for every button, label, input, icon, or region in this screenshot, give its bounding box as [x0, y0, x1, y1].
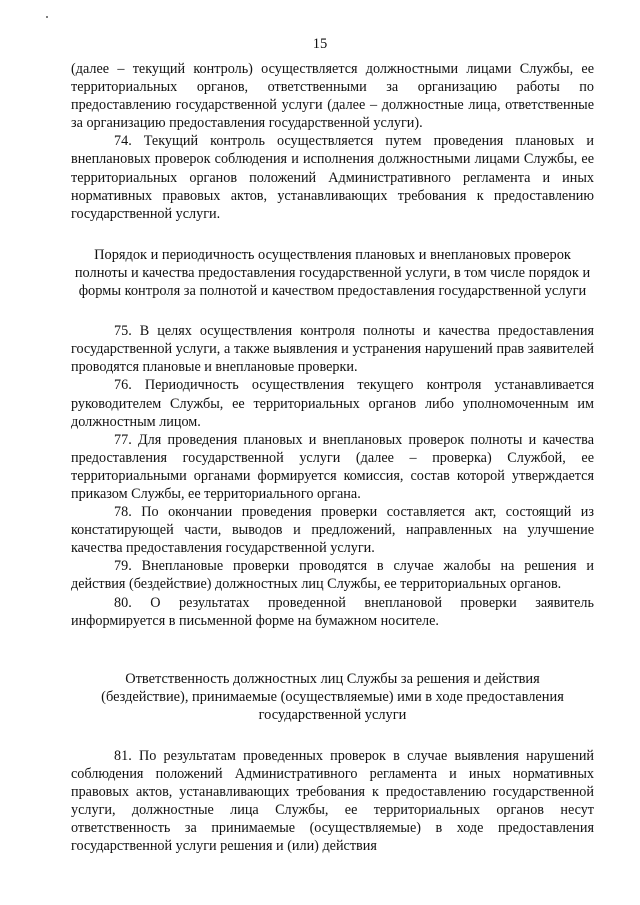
section-heading-inspections: Порядок и периодичность осуществления плановых и внеплановых проверок полноты и качества предоставления государственной услуги, в том числе порядок и формы контроля за полнотой и качеством предоставления государственной услуги	[74, 246, 591, 300]
page-number: 15	[312, 36, 328, 52]
document-body	[71, 60, 594, 856]
section-heading-responsibility: Ответственность должностных лиц Службы за решения и действия (бездействие), принимаемые (осуществляемые) ими в ходе предоставления государственной услуги	[101, 670, 564, 723]
scan-speck	[46, 16, 48, 18]
paragraph-77: 77. Для проведения плановых и внеплановых проверок полноты и качества предоставления государственной услуги (далее – проверка) Службой, ее территориальными органами формируется комиссия, состав которой утверждается приказом Службы, ее территориального органа.	[71, 431, 594, 502]
paragraph-continuation: (далее – текущий контроль) осуществляется должностными лицами Службы, ее территориальных органов, ответственными за организацию работы по предоставлению государственной услуги (далее – должностные лица, ответственные за организацию предоставления государственной услуги).	[71, 61, 594, 132]
paragraph-78: 78. По окончании проведения проверки составляется акт, состоящий из констатирующей части, выводов и предложений, направленных на улучшение качества предоставления государственной услуги.	[71, 504, 594, 557]
paragraph-79: 79. Внеплановые проверки проводятся в случае жалобы на решения и действия (бездействие) должностных лиц Службы, ее территориальных органов.	[71, 558, 594, 593]
paragraph-76: 76. Периодичность осуществления текущего контроля устанавливается руководителем Службы, ее территориальных органов либо уполномоченным им должностным лицом.	[71, 377, 594, 430]
paragraph-81: 81. По результатам проведенных проверок в случае выявления нарушений соблюдения положений Административного регламента и иных нормативных правовых актов, устанавливающих требования к предоставлению государственной услуги, должностные лица Службы, ее территориальных органов несут ответственность за принимаемые (осуществляемые) в ходе предоставления государственной услуги решения и (или) действия	[71, 748, 594, 855]
paragraph-74: 74. Текущий контроль осуществляется путем проведения плановых и внеплановых проверок соблюдения и исполнения должностными лицами Службы, ее территориальных органов положений Административного регламента и иных нормативных правовых актов, устанавливающих требования к предоставлению государственной услуги.	[71, 133, 594, 222]
paragraph-75: 75. В целях осуществления контроля полноты и качества предоставления государственной услуги, а также выявления и устранения нарушений прав заявителей проводятся плановые и внеплановые проверки.	[71, 323, 594, 376]
paragraph-80: 80. О результатах проведенной внеплановой проверки заявитель информируется в письменной форме на бумажном носителе.	[71, 594, 594, 629]
